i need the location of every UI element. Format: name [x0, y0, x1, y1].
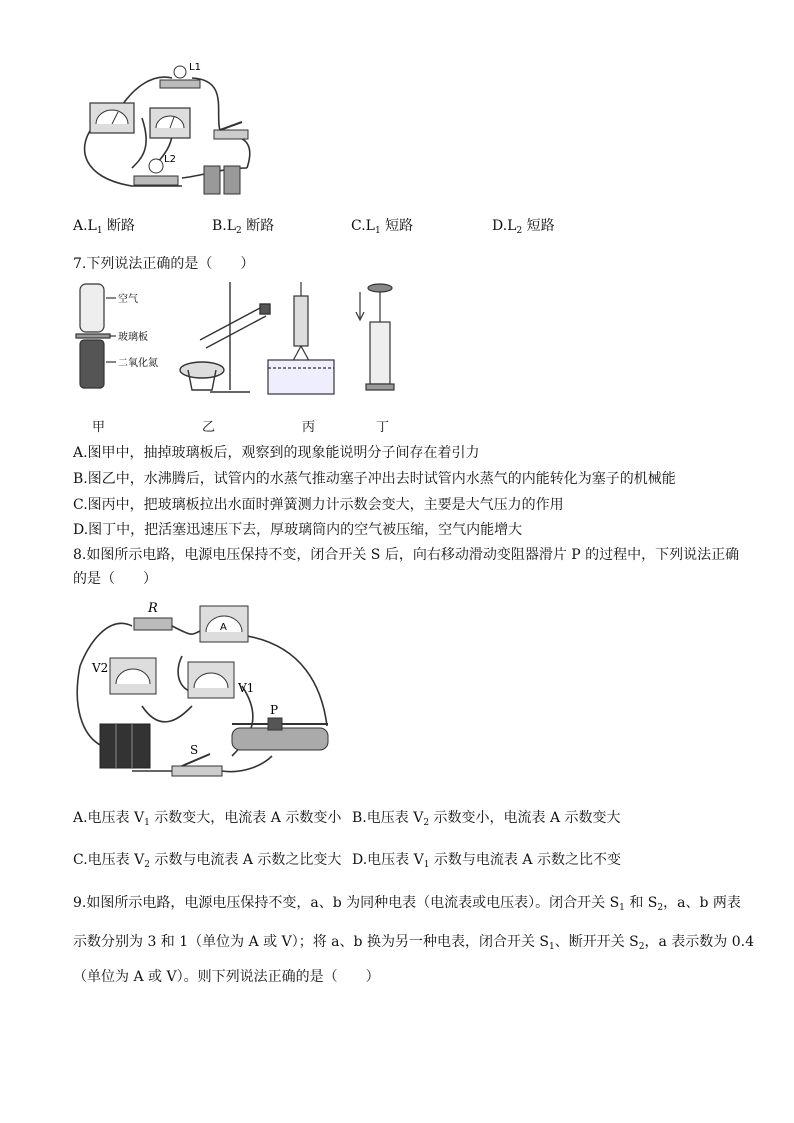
q9-stem-line2: 示数分别为 3 和 1（单位为 A 或 V）；将 a、b 换为另一种电表，闭合开关 $S_1$、断开开关 $S_2$，a 表示数为 0.4: [73, 934, 755, 952]
q8-slider-label: P: [270, 703, 279, 717]
q7-caption-ding: 丁: [376, 420, 390, 435]
q8-ammeter-label: A: [220, 622, 227, 633]
q7-caption-yi: 乙: [202, 420, 216, 435]
q8-circuit-figure: [72, 596, 342, 786]
q7-caption-jia: 甲: [92, 420, 106, 435]
q7-option-a[interactable]: A.图甲中，抽掉玻璃板后，观察到的现象能说明分子间存在着引力: [73, 445, 480, 461]
q6-lamp1-label: L1: [189, 62, 201, 73]
q8-resistor-label: R: [148, 601, 158, 616]
q7-label-air: 空气: [118, 294, 138, 305]
q8-option-b[interactable]: B.电压表 $V_2$ 示数变小，电流表 A 示数变大: [352, 810, 621, 828]
q7-option-c[interactable]: C.图丙中，把玻璃板拉出水面时弹簧测力计示数会变大，主要是大气压力的作用: [73, 497, 564, 513]
q8-option-c[interactable]: C.电压表 $V_2$ 示数与电流表 A 示数之比变大: [73, 852, 342, 870]
q7-stem: 7.下列说法正确的是（ ）: [73, 256, 255, 272]
q8-v2-label: V2: [92, 661, 109, 675]
q6-circuit-figure: [72, 58, 272, 198]
q7-option-d[interactable]: D.图丁中，把活塞迅速压下去，厚玻璃筒内的空气被压缩，空气内能增大: [73, 522, 523, 538]
q6-option-d[interactable]: $D.L_2$ 短路: [492, 218, 555, 236]
q8-option-d[interactable]: D.电压表 $V_1$ 示数与电流表 A 示数之比不变: [352, 852, 621, 870]
q7-caption-bing: 丙: [302, 420, 316, 435]
q6-lamp2-label: L2: [164, 154, 176, 165]
q8-stem-line2: 的是（ ）: [73, 571, 157, 587]
q6-option-a[interactable]: $A.L_1$ 断路: [73, 218, 136, 236]
q8-switch-label: S: [190, 743, 199, 757]
q7-label-no2: 二氧化氮: [118, 358, 158, 369]
q8-v1-label: V1: [238, 681, 255, 695]
q7-label-glass: 玻璃板: [118, 332, 148, 343]
q8-option-a[interactable]: A.电压表 $V_1$ 示数变大，电流表 A 示数变小: [73, 810, 342, 828]
q6-option-b[interactable]: $B.L_2$ 断路: [212, 218, 275, 236]
q6-option-c[interactable]: $C.L_1$ 短路: [351, 218, 414, 236]
q8-stem-line1: 8.如图所示电路，电源电压保持不变，闭合开关 S 后，向右移动滑动变阻器滑片 P 的过程中，下列说法正确: [73, 547, 740, 563]
q9-stem-line3: （单位为 A 或 V）。则下列说法正确的是（ ）: [73, 969, 380, 985]
q9-stem-line1: 9.如图所示电路，电源电压保持不变，a、b 为同种电表（电流表或电压表）。闭合开关 $S_1$ 和 $S_2$，a、b 两表: [73, 895, 741, 913]
q7-option-b[interactable]: B.图乙中，水沸腾后，试管内的水蒸气推动塞子冲出去时试管内水蒸气的内能转化为塞子的机械能: [73, 471, 676, 487]
q7-apparatus-figure: [70, 278, 410, 408]
